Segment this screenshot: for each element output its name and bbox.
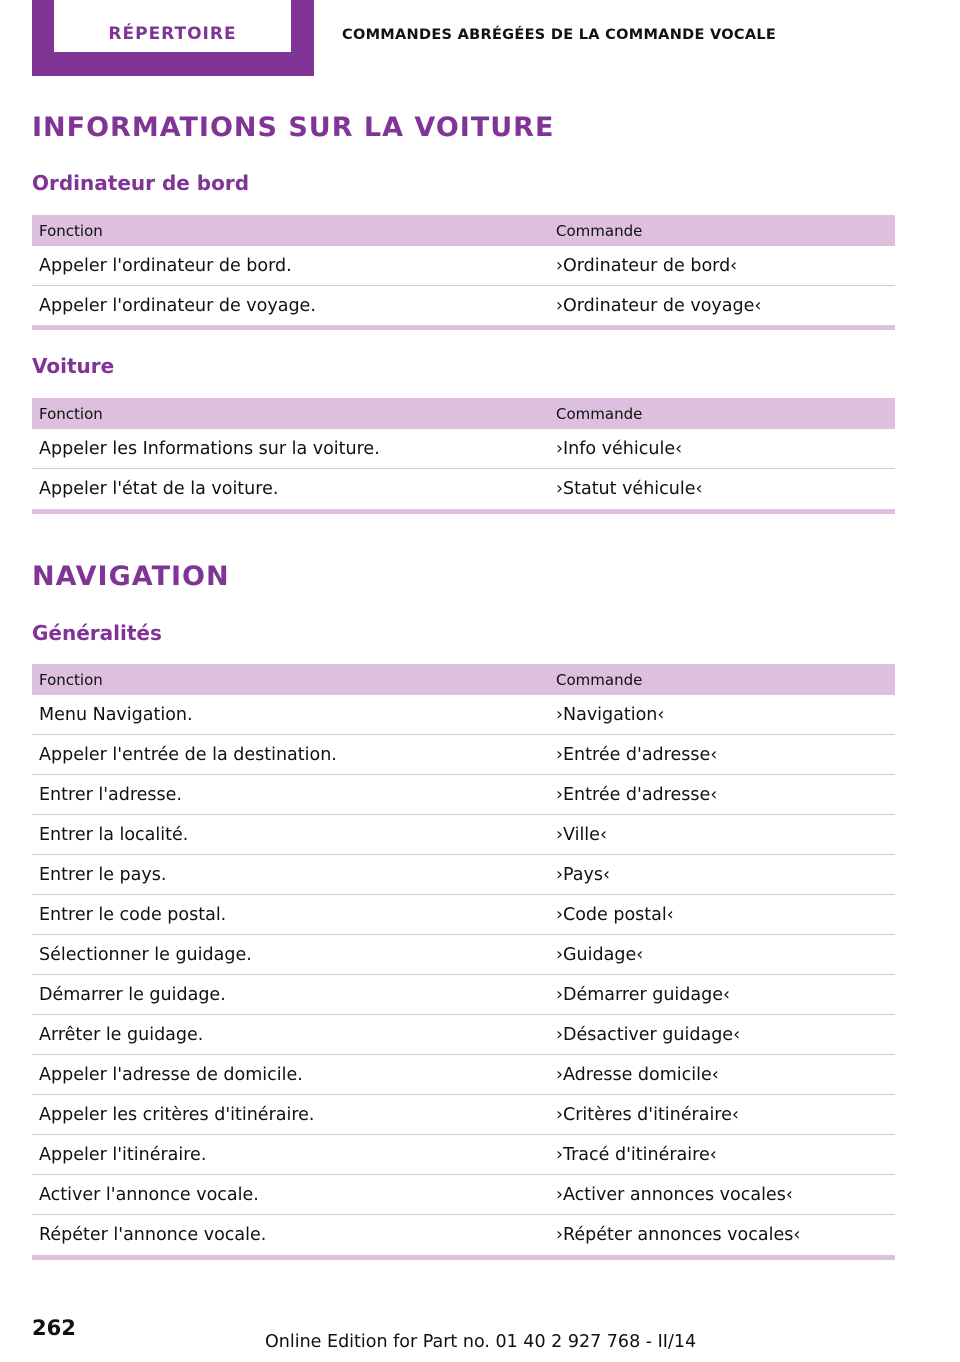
table-row	[32, 286, 895, 326]
fonction-cell: Entrer la localité.	[32, 815, 549, 855]
chapter-tab-inner	[54, 0, 291, 52]
commande-cell: ›Activer annonces vocales‹	[549, 1175, 895, 1215]
edition-footer: Online Edition for Part no. 01 40 2 927 768 - II/14	[265, 1332, 697, 1352]
fonction-cell: Appeler l'état de la voiture.	[39, 478, 279, 499]
table-row	[32, 1175, 895, 1215]
table-header-row	[32, 664, 895, 695]
column-header-fonction: Fonction	[32, 398, 549, 429]
fonction-cell: Appeler les Informations sur la voiture.	[32, 429, 549, 469]
commande-cell: ›Démarrer guidage‹	[549, 975, 895, 1015]
commande-cell: ›Ville‹	[549, 815, 895, 855]
table-row	[32, 895, 895, 935]
fonction-cell: Appeler les critères d'itinéraire.	[32, 1095, 549, 1135]
subsection-title-voiture: Voiture	[32, 354, 115, 378]
table-row	[32, 1015, 895, 1055]
fonction-cell: Menu Navigation.	[32, 695, 549, 735]
table-header-row	[32, 398, 895, 429]
commande-cell: ›Entrée d'adresse‹	[549, 775, 895, 815]
table-row	[32, 775, 895, 815]
commande-cell: ›Code postal‹	[549, 895, 895, 935]
commande-cell: ›Ordinateur de voyage‹	[556, 295, 762, 316]
fonction-cell: Démarrer le guidage.	[32, 975, 549, 1015]
commande-cell: ›Guidage‹	[549, 935, 895, 975]
table-generalites	[32, 664, 895, 1254]
breadcrumb: COMMANDES ABRÉGÉES DE LA COMMANDE VOCALE	[342, 27, 777, 43]
table-row	[32, 469, 895, 509]
table-row	[32, 975, 895, 1015]
section-title-navigation: NAVIGATION	[32, 561, 230, 592]
fonction-cell: Entrer le code postal.	[32, 895, 549, 935]
column-header-commande: Commande	[549, 398, 895, 429]
column-header-fonction: Fonction	[32, 215, 549, 246]
column-header-fonction: Fonction	[32, 664, 549, 695]
commande-cell: ›Tracé d'itinéraire‹	[549, 1135, 895, 1175]
table-row	[32, 1095, 895, 1135]
commande-cell: ›Info véhicule‹	[549, 429, 895, 469]
table-row	[32, 1135, 895, 1175]
section-title-informations-voiture: INFORMATIONS SUR LA VOITURE	[32, 112, 555, 143]
table-row	[32, 246, 895, 286]
fonction-cell: Entrer l'adresse.	[32, 775, 549, 815]
chapter-tab-label: RÉPERTOIRE	[108, 24, 237, 44]
commande-cell: ›Entrée d'adresse‹	[549, 735, 895, 775]
table-row	[32, 735, 895, 775]
fonction-cell: Activer l'annonce vocale.	[32, 1175, 549, 1215]
fonction-cell: Répéter l'annonce vocale.	[39, 1224, 267, 1245]
table-bottom-rule	[32, 325, 895, 330]
page-number: 262	[32, 1316, 76, 1340]
fonction-cell: Appeler l'ordinateur de bord.	[32, 246, 549, 286]
table-row	[32, 1215, 895, 1255]
table-row	[32, 1055, 895, 1095]
table-row	[32, 695, 895, 735]
table-voiture	[32, 398, 895, 508]
commande-cell: ›Critères d'itinéraire‹	[549, 1095, 895, 1135]
table-header-row	[32, 215, 895, 246]
subsection-title-generalites: Généralités	[32, 621, 162, 645]
table-row	[32, 935, 895, 975]
fonction-cell: Entrer le pays.	[32, 855, 549, 895]
fonction-cell: Sélectionner le guidage.	[32, 935, 549, 975]
commande-cell: ›Adresse domicile‹	[549, 1055, 895, 1095]
fonction-cell: Appeler l'ordinateur de voyage.	[39, 295, 316, 316]
commande-cell: ›Navigation‹	[549, 695, 895, 735]
column-header-commande: Commande	[549, 664, 895, 695]
table-row	[32, 815, 895, 855]
table-bottom-rule	[32, 509, 895, 514]
table-ordinateur-de-bord	[32, 215, 895, 325]
subsection-title-ordinateur-de-bord: Ordinateur de bord	[32, 171, 250, 195]
commande-cell: ›Ordinateur de bord‹	[549, 246, 895, 286]
fonction-cell: Appeler l'adresse de domicile.	[32, 1055, 549, 1095]
commande-cell: ›Répéter annonces vocales‹	[556, 1224, 801, 1245]
table-bottom-rule	[32, 1255, 895, 1260]
commande-cell: ›Statut véhicule‹	[556, 478, 703, 499]
commande-cell: ›Pays‹	[549, 855, 895, 895]
chapter-tab	[32, 0, 314, 76]
table-row	[32, 855, 895, 895]
fonction-cell: Appeler l'entrée de la destination.	[32, 735, 549, 775]
table-row	[32, 429, 895, 469]
fonction-cell: Appeler l'itinéraire.	[32, 1135, 549, 1175]
column-header-commande: Commande	[549, 215, 895, 246]
commande-cell: ›Désactiver guidage‹	[549, 1015, 895, 1055]
fonction-cell: Arrêter le guidage.	[32, 1015, 549, 1055]
